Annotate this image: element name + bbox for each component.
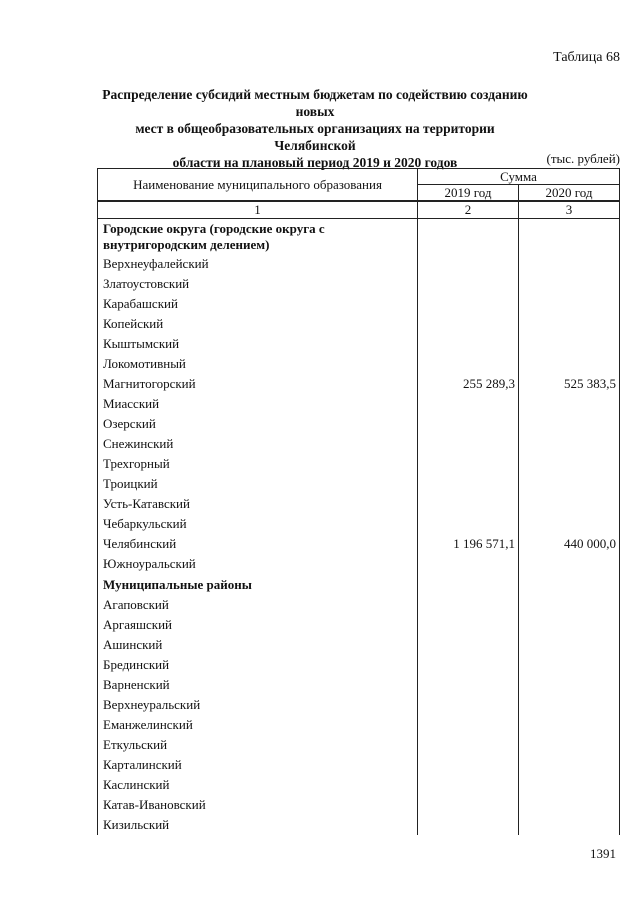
value-2020 [519, 454, 620, 474]
municipality-name: Кизильский [98, 815, 418, 835]
table-row [98, 314, 620, 334]
value-2019 [418, 635, 519, 655]
value-2019 [418, 655, 519, 675]
value-2019 [418, 294, 519, 314]
municipality-name: Варненский [98, 675, 418, 695]
municipality-name: Аргаяшский [98, 615, 418, 635]
municipality-name: Карталинский [98, 755, 418, 775]
value-2020 [519, 735, 620, 755]
table-row [98, 514, 620, 534]
municipality-name: Озерский [98, 414, 418, 434]
column-number: 3 [519, 201, 620, 219]
municipality-name: Ашинский [98, 635, 418, 655]
value-2020 [519, 394, 620, 414]
municipality-name: Чебаркульский [98, 514, 418, 534]
subsidy-table [97, 168, 619, 835]
table-row [98, 715, 620, 735]
municipality-name: Карабашский [98, 294, 418, 314]
table-row [98, 454, 620, 474]
value-2020 [519, 254, 620, 274]
value-2020 [519, 755, 620, 775]
value-2020 [519, 635, 620, 655]
value-2020 [519, 334, 620, 354]
value-2019 [418, 695, 519, 715]
value-2020 [519, 554, 620, 574]
value-2019 [418, 815, 519, 835]
value-2019 [418, 454, 519, 474]
value-2020 [519, 675, 620, 695]
value-2019 [418, 274, 519, 294]
table-row [98, 655, 620, 675]
document-title [100, 86, 530, 171]
table-row [98, 595, 620, 615]
table-row [98, 635, 620, 655]
table-row [98, 534, 620, 554]
municipality-name: Троицкий [98, 474, 418, 494]
municipality-name: Верхнеуральский [98, 695, 418, 715]
value-2019 [418, 755, 519, 775]
municipality-name: Еткульский [98, 735, 418, 755]
municipality-name: Еманжелинский [98, 715, 418, 735]
value-2019 [418, 414, 519, 434]
value-2020: 440 000,0 [519, 534, 620, 554]
column-header-2019: 2019 год [418, 185, 519, 202]
table-row [98, 675, 620, 695]
municipality-name: Трехгорный [98, 454, 418, 474]
table-row [98, 414, 620, 434]
table-row [98, 775, 620, 795]
table-number: Таблица 68 [553, 50, 620, 65]
municipality-name: Челябинский [98, 534, 418, 554]
value-2020 [519, 474, 620, 494]
value-2020 [519, 434, 620, 454]
value-2020 [519, 274, 620, 294]
table-row [98, 815, 620, 835]
municipality-name: Катав-Ивановский [98, 795, 418, 815]
column-header-sum: Сумма [418, 169, 620, 185]
municipality-name: Городские округа (городские округа с внутригородским делением) [98, 219, 418, 255]
value-2019 [418, 675, 519, 695]
value-2020 [519, 795, 620, 815]
value-2020 [519, 314, 620, 334]
table-section-row [98, 574, 620, 595]
municipality-name: Верхнеуфалейский [98, 254, 418, 274]
value-2019 [418, 715, 519, 735]
table-row [98, 374, 620, 394]
value-2020 [519, 494, 620, 514]
value-2019 [418, 615, 519, 635]
column-number: 2 [418, 201, 519, 219]
value-2019 [418, 219, 519, 255]
value-2020 [519, 354, 620, 374]
municipality-name: Миасский [98, 394, 418, 414]
table-row [98, 695, 620, 715]
municipality-name: Магнитогорский [98, 374, 418, 394]
value-2019 [418, 795, 519, 815]
value-2019 [418, 595, 519, 615]
table-section-row [98, 219, 620, 255]
municipality-name: Брединский [98, 655, 418, 675]
value-2020 [519, 574, 620, 595]
title-line-2: мест в общеобразовательных организациях на территории Челябинской [135, 121, 495, 153]
table-row [98, 294, 620, 314]
table-row [98, 494, 620, 514]
value-2019 [418, 574, 519, 595]
value-2020 [519, 815, 620, 835]
column-header-2020: 2020 год [519, 185, 620, 202]
table-row [98, 795, 620, 815]
table-row [98, 354, 620, 374]
value-2020 [519, 595, 620, 615]
value-2019: 1 196 571,1 [418, 534, 519, 554]
column-header-name: Наименование муниципального образования [98, 169, 418, 202]
municipality-name: Агаповский [98, 595, 418, 615]
value-2020 [519, 655, 620, 675]
title-line-3: области на плановый период 2019 и 2020 годов [172, 155, 458, 170]
value-2020 [519, 695, 620, 715]
value-2019 [418, 514, 519, 534]
table-row [98, 434, 620, 454]
value-2020 [519, 294, 620, 314]
value-2020 [519, 414, 620, 434]
value-2020 [519, 514, 620, 534]
municipality-name: Каслинский [98, 775, 418, 795]
table-row [98, 554, 620, 574]
column-number: 1 [98, 201, 418, 219]
municipality-name: Южноуральский [98, 554, 418, 574]
value-2019 [418, 474, 519, 494]
table-row [98, 274, 620, 294]
municipality-name: Златоустовский [98, 274, 418, 294]
table-row [98, 755, 620, 775]
value-2019 [418, 334, 519, 354]
value-2020: 525 383,5 [519, 374, 620, 394]
value-2019 [418, 314, 519, 334]
value-2020 [519, 775, 620, 795]
table-row [98, 735, 620, 755]
value-2019 [418, 554, 519, 574]
value-2020 [519, 615, 620, 635]
table-row [98, 334, 620, 354]
units-label: (тыс. рублей) [546, 151, 620, 166]
value-2019 [418, 254, 519, 274]
value-2020 [519, 219, 620, 255]
table-row [98, 394, 620, 414]
value-2019 [418, 354, 519, 374]
page-number: 1391 [590, 846, 616, 861]
value-2019 [418, 494, 519, 514]
municipality-name: Локомотивный [98, 354, 418, 374]
municipality-name: Муниципальные районы [98, 574, 418, 595]
value-2020 [519, 715, 620, 735]
value-2019: 255 289,3 [418, 374, 519, 394]
column-numbers-row [98, 201, 620, 219]
municipality-name: Усть-Катавский [98, 494, 418, 514]
municipality-name: Копейский [98, 314, 418, 334]
municipality-name: Кыштымский [98, 334, 418, 354]
title-line-1: Распределение субсидий местным бюджетам по содействию созданию новых [102, 87, 528, 119]
value-2019 [418, 735, 519, 755]
value-2019 [418, 775, 519, 795]
municipality-name: Снежинский [98, 434, 418, 454]
table-row [98, 254, 620, 274]
table-row [98, 474, 620, 494]
value-2019 [418, 394, 519, 414]
table-body [98, 219, 620, 836]
value-2019 [418, 434, 519, 454]
table-row [98, 615, 620, 635]
